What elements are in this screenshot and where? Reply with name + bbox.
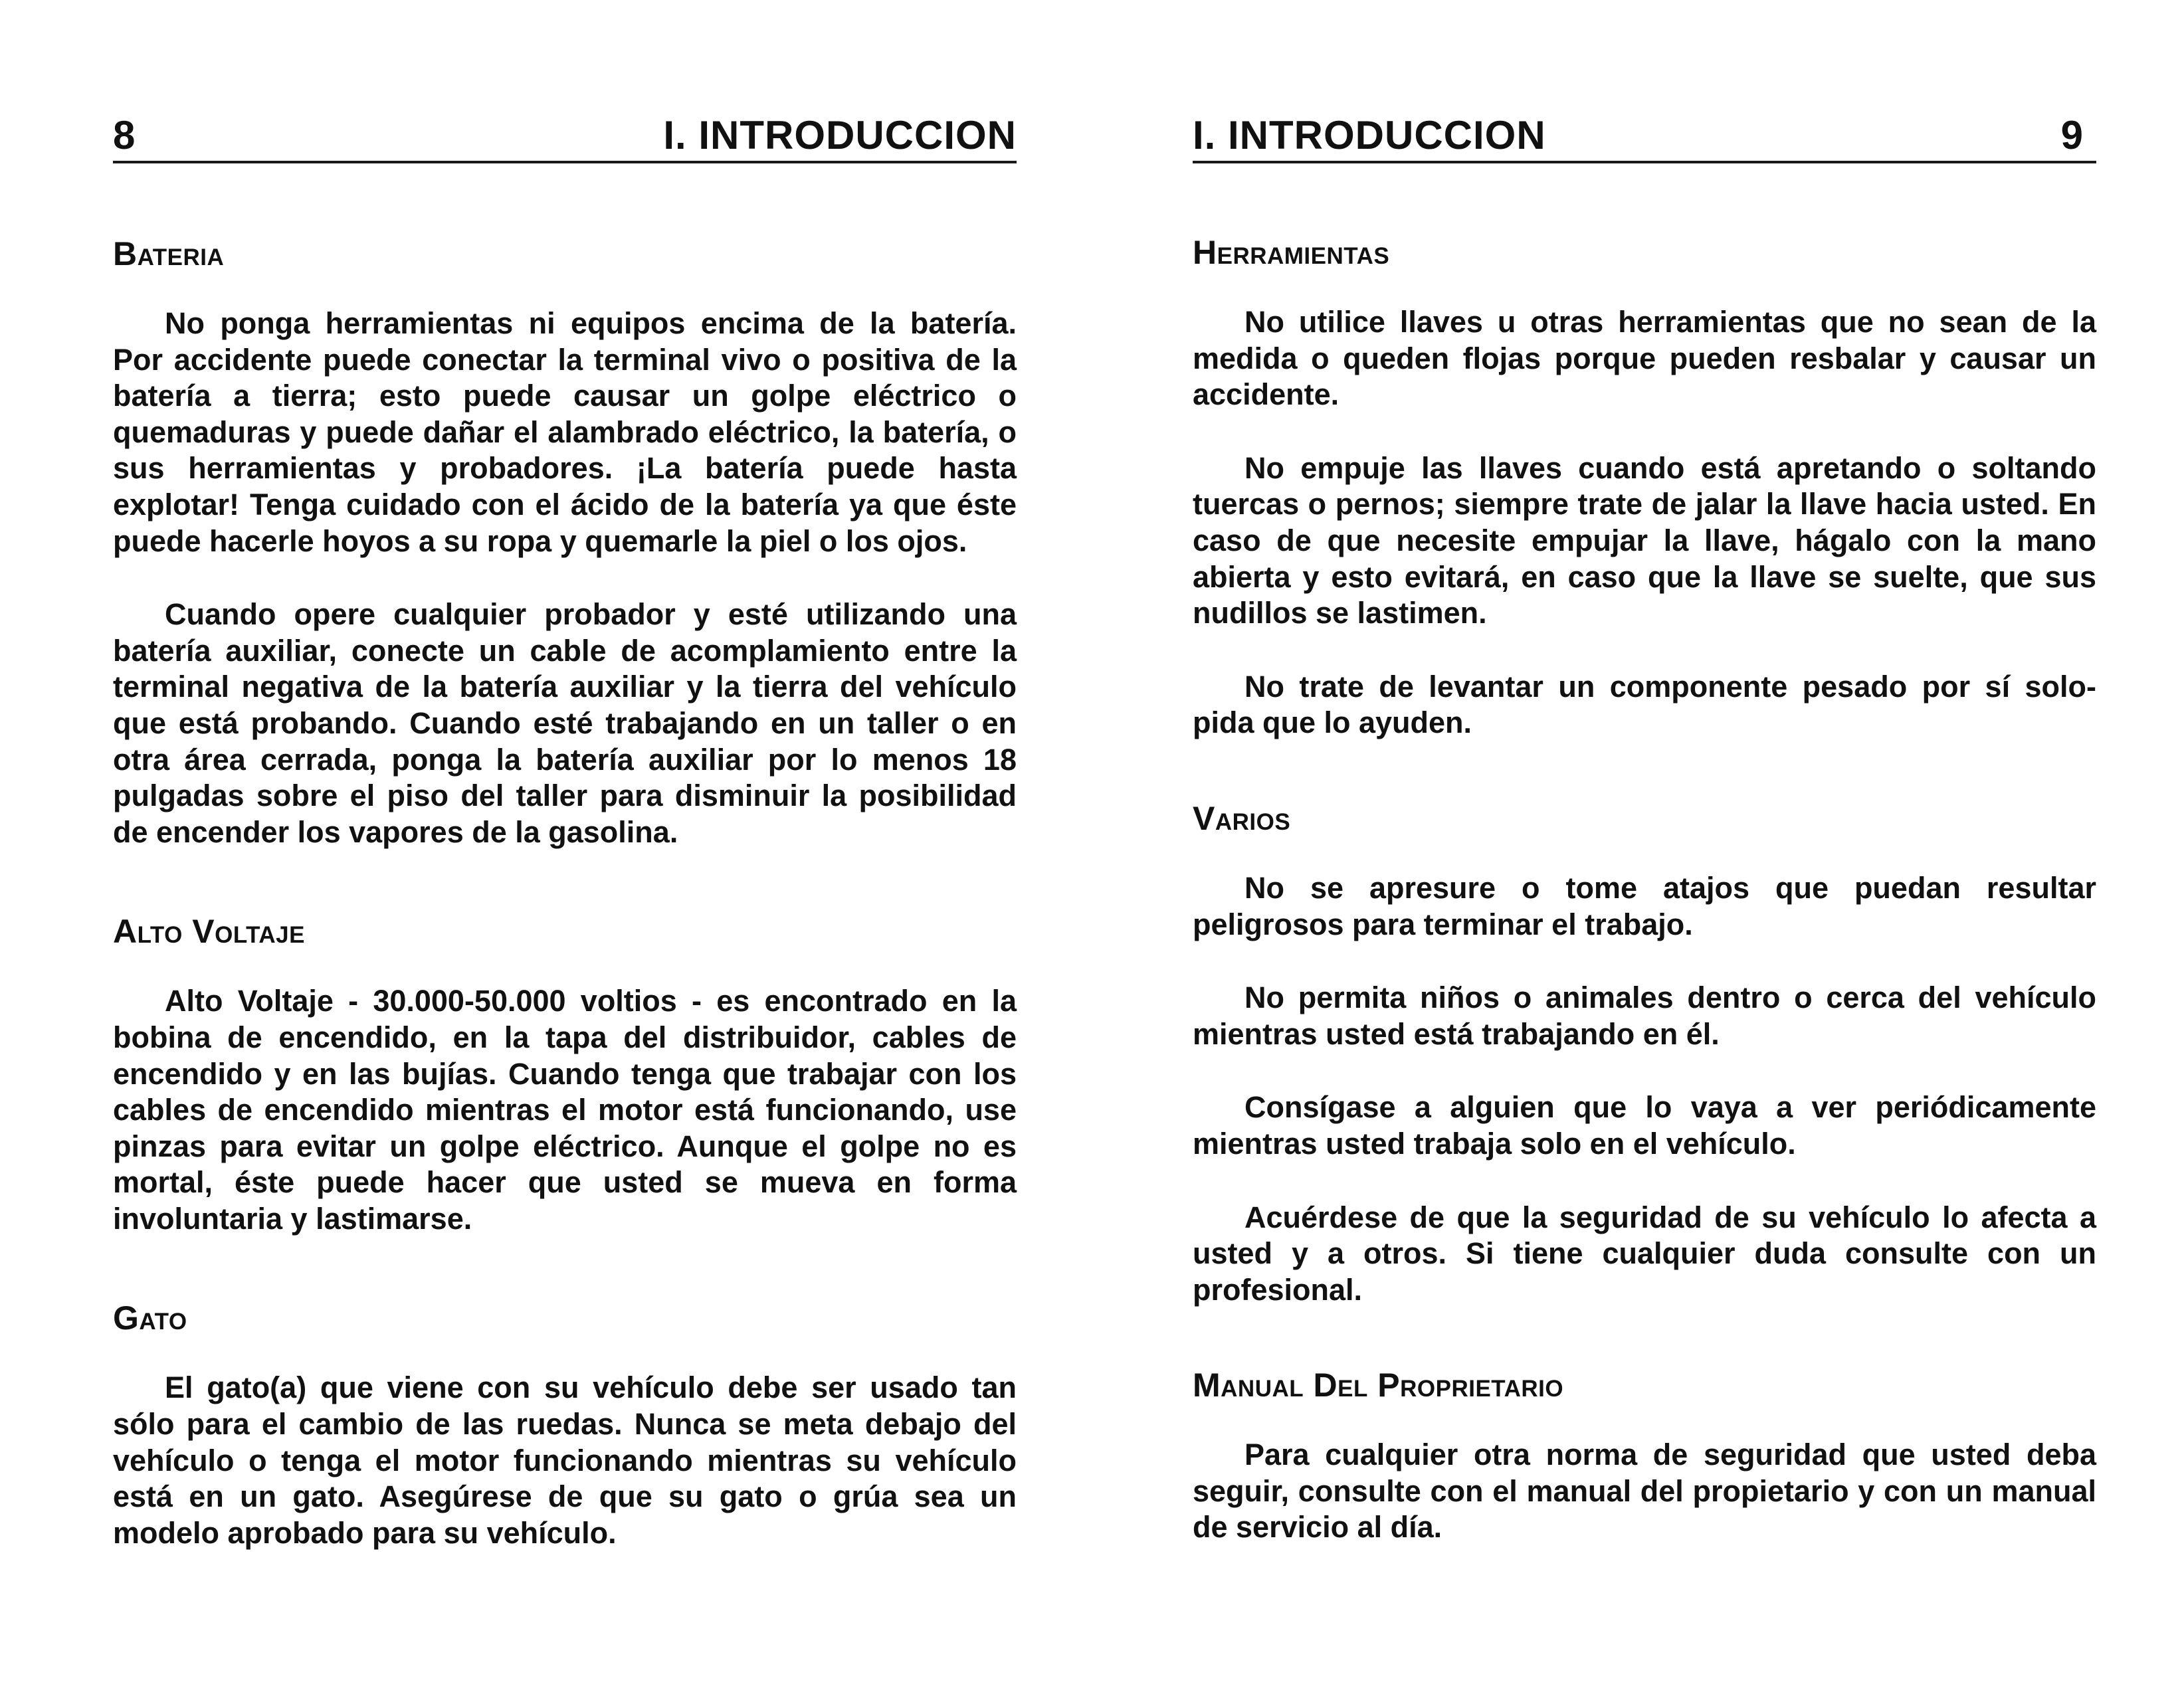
paragraph: No permita niños o animales dentro o cerca del vehículo mientras usted está trabajando en él. (1193, 981, 2096, 1051)
section-heading: Varios (1193, 799, 1291, 837)
section-herramientas (1193, 233, 2096, 741)
section-manual-del-proprietario (1193, 1365, 2096, 1546)
page-number: 8 (113, 113, 136, 157)
paragraph: Alto Voltaje - 30.000-50.000 voltios - es encontrado en la bobina de encendido, en la tapa del distribuidor, cables de encendido y en las bujías. Cuando tenga que trabajar con los cables de encendido mientras el motor está funcionando, use pinzas para evitar un golpe eléctrico. Aunque el golpe no es mortal, éste puede hacer que usted se mueva en forma involuntaria y lastimarse. (113, 984, 1017, 1236)
section-heading: Herramientas (1193, 234, 1390, 271)
paragraph: Cuando opere cualquier probador y esté utilizando una batería auxiliar, conecte un cable de acomplamiento entre la terminal negativa de la batería auxiliar y la tierra del vehículo que está probando. Cuando esté trabajando en un taller o en otra área cerrada, ponga la batería auxiliar por lo menos 18 pulgadas sobre el piso del taller para disminuir la posibilidad de encender los vapores de la gasolina. (113, 597, 1017, 849)
page-content (1193, 233, 2096, 1603)
paragraph: No trate de levantar un componente pesado por sí solo-pida que lo ayuden. (1193, 669, 2096, 740)
section-heading: Gato (113, 1299, 187, 1337)
section-alto-voltaje (113, 911, 1017, 1237)
section-gato (113, 1298, 1017, 1551)
paragraph: Acuérdese de que la seguridad de su vehículo lo afecta a usted y a otros. Si tiene cualquier duda consulte con un profesional. (1193, 1200, 2096, 1307)
left-page (113, 0, 1017, 1696)
paragraph: Para cualquier otra norma de seguridad que usted deba seguir, consulte con el manual del propietario y con un manual de servicio al día. (1193, 1438, 2096, 1545)
chapter-title: I. INTRODUCCION (1193, 113, 1546, 157)
section-heading: Manual Del Proprietario (1193, 1366, 1564, 1404)
page-header (113, 100, 1017, 163)
paragraph: No se apresure o tome atajos que puedan resultar peligrosos para terminar el trabajo. (1193, 870, 2096, 941)
page-number: 9 (2060, 113, 2083, 157)
paragraph: No ponga herramientas ni equipos encima de la batería. Por accidente puede conectar la terminal vivo o positiva de la batería a tierra; esto puede causar un golpe eléctrico o quemaduras y puede dañar el alambrado eléctrico, la batería, o sus herramientas y probadores. ¡La batería puede hasta explotar! Tenga cuidado con el ácido de la batería ya que éste puede hacerle hoyos a su ropa y quemarle la piel o los ojos. (113, 306, 1017, 558)
page-content (113, 234, 1017, 1588)
page-header (1193, 100, 2096, 163)
paragraph: Consígase a alguien que lo vaya a ver periódicamente mientras usted trabaja solo en el vehículo. (1193, 1090, 2096, 1161)
paragraph: El gato(a) que viene con su vehículo debe ser usado tan sólo para el cambio de las ruedas. Nunca se meta debajo del vehículo o tenga el motor funcionando mientras su vehículo está en un gato. Asegúrese de que su gato o grúa sea un modelo aprobado para su vehículo. (113, 1370, 1017, 1550)
paragraph: No utilice llaves u otras herramientas que no sean de la medida o queden flojas porque pueden resbalar y causar un accidente. (1193, 305, 2096, 412)
section-heading: Alto Voltaje (113, 913, 305, 951)
section-varios (1193, 799, 2096, 1308)
paragraph: No empuje las llaves cuando está apretando o soltando tuercas o pernos; siempre trate de jalar la llave hacia usted. En caso de que necesite empujar la llave, hágalo con la mano abierta y esto evitará, en caso que la llave se suelte, que sus nudillos se lastimen. (1193, 450, 2096, 630)
section-heading: Bateria (113, 235, 225, 272)
chapter-title: I. INTRODUCCION (663, 113, 1017, 157)
right-page (1193, 0, 2096, 1696)
section-bateria (113, 234, 1017, 850)
